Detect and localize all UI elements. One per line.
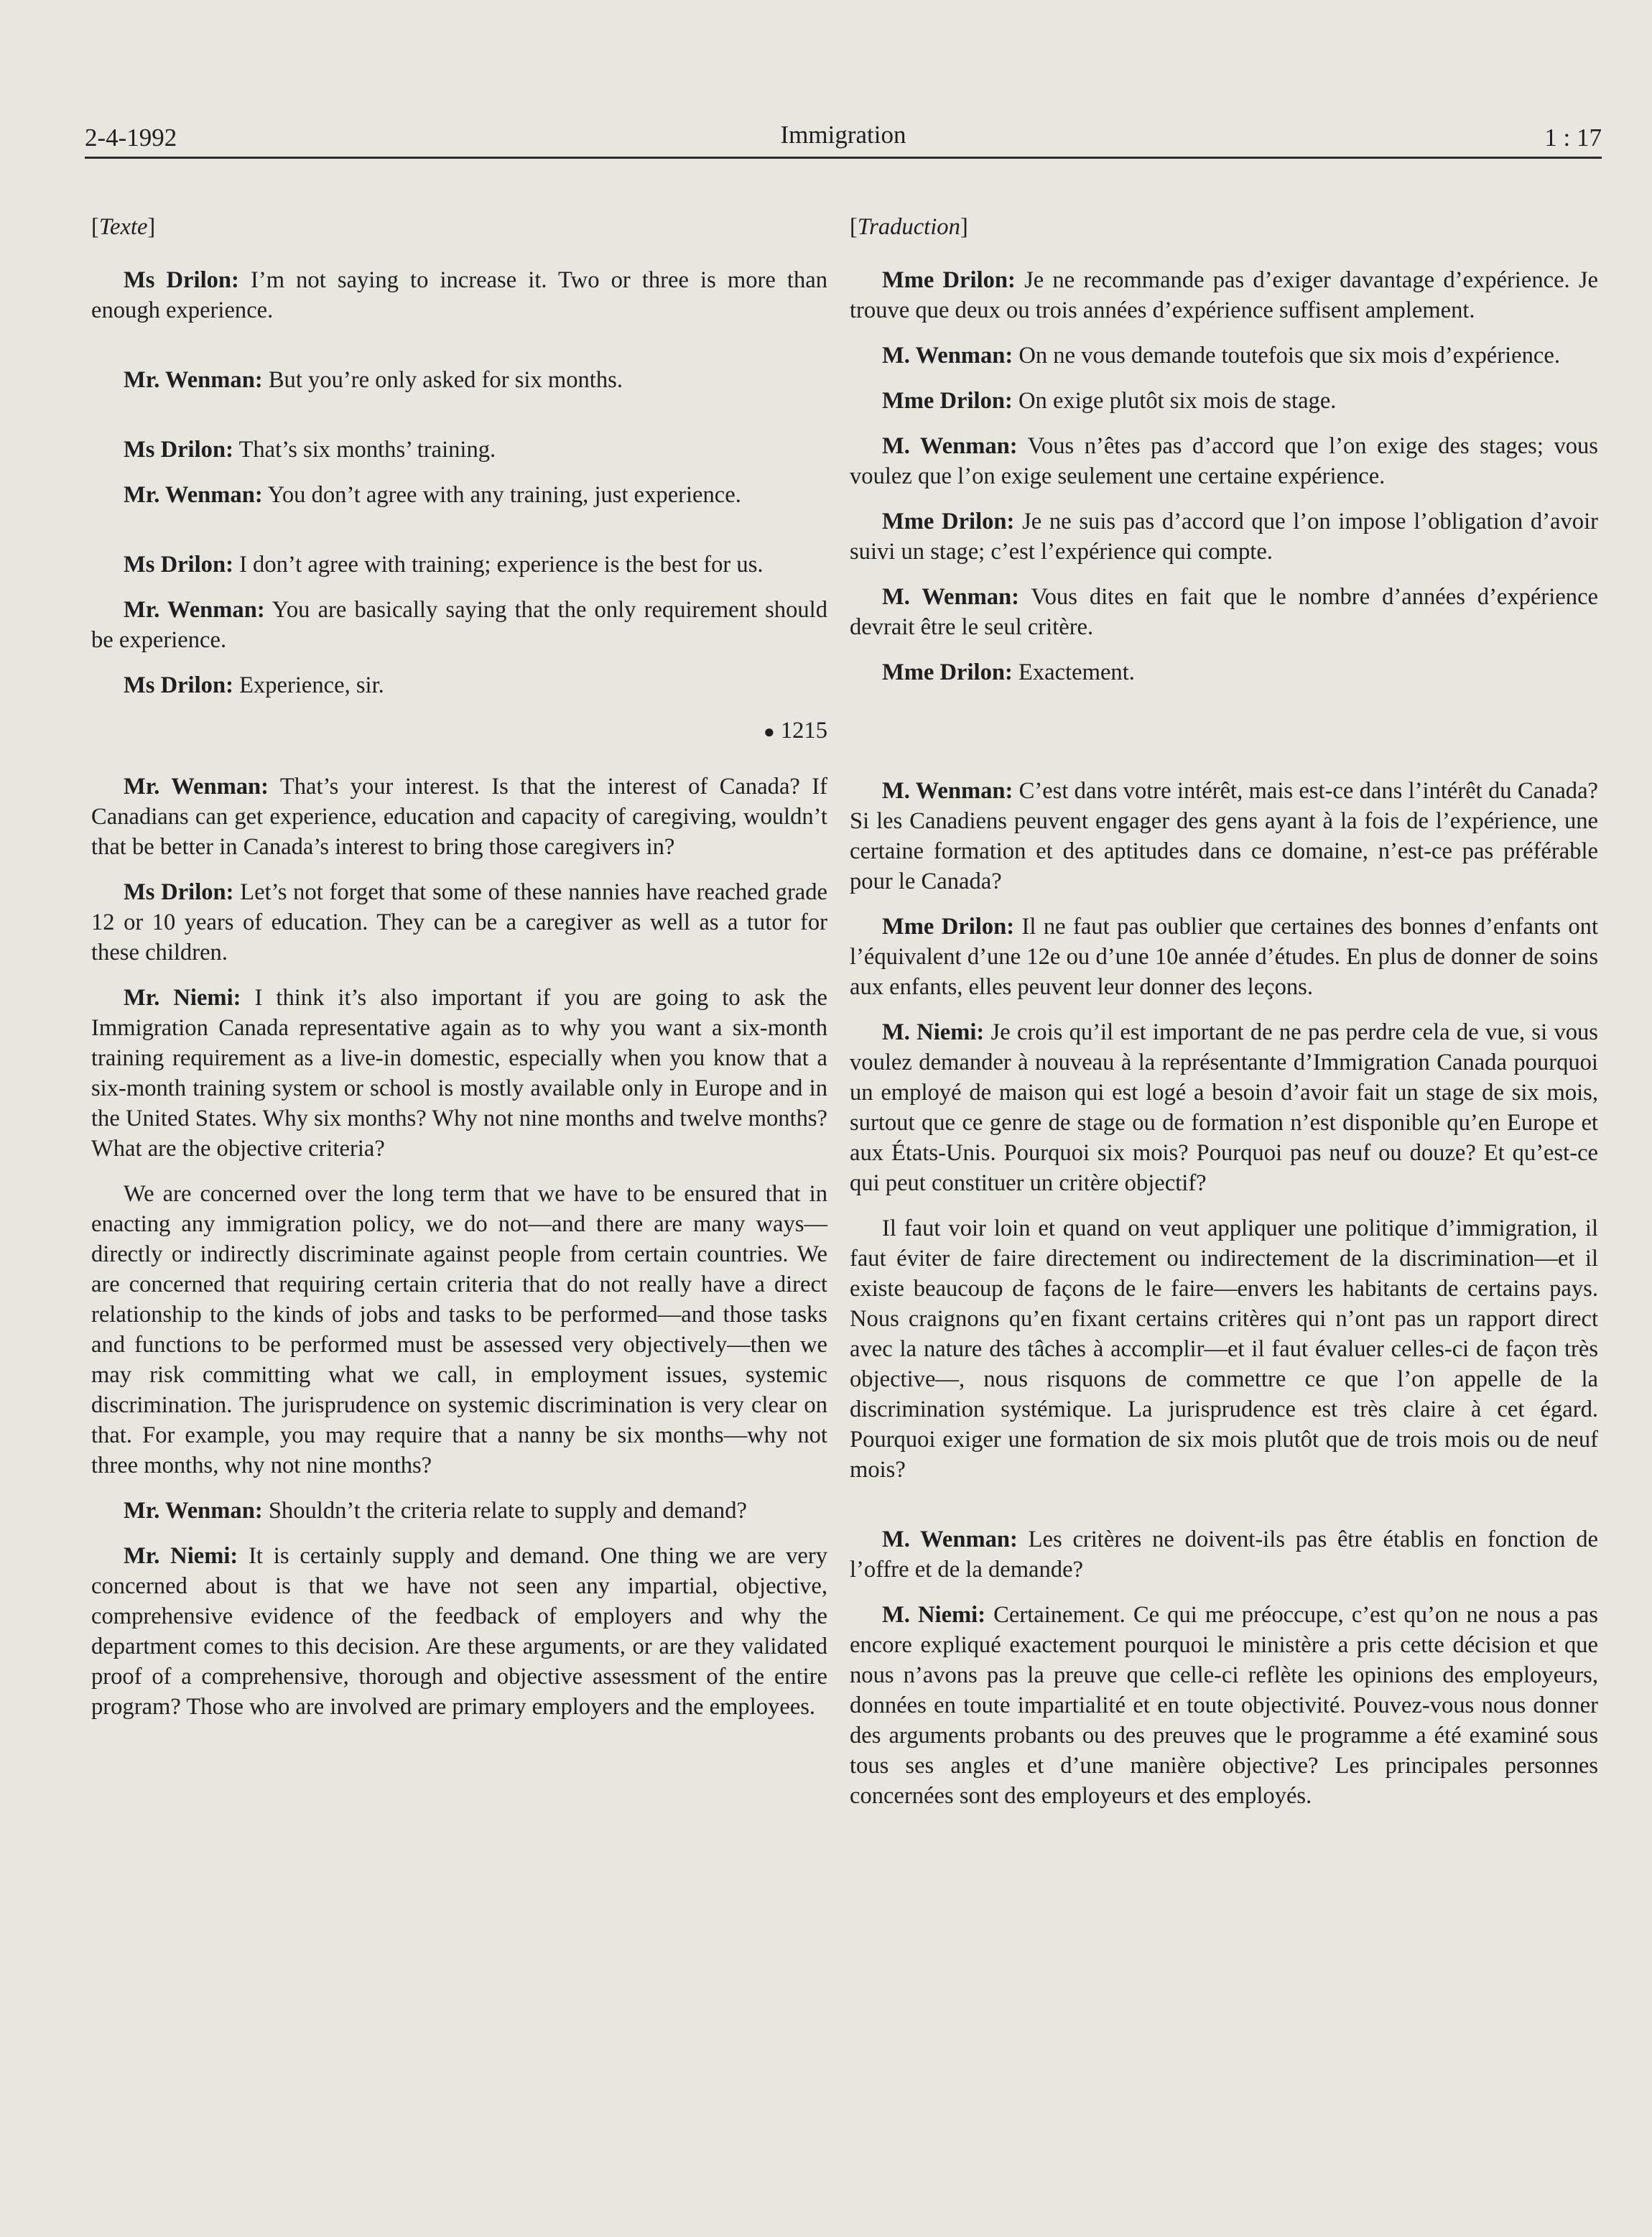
speaker-name: Mme Drilon: bbox=[882, 659, 1013, 685]
header-date: 2-4-1992 bbox=[85, 124, 177, 152]
speaker-name: Mr. Wenman: bbox=[124, 482, 263, 508]
paragraph: Mr. Wenman: You are basically saying that the only requirement should be experience. bbox=[91, 597, 828, 653]
speaker-name: Mr. Wenman: bbox=[124, 774, 269, 800]
paragraph: Mme Drilon: Il ne faut pas oublier que certaines des bonnes d’enfants ont l’équivalent d’une 12e ou d’une 10e année d’études. En plus de donner de soins aux enfants, elles peuvent leur donner des leçons. bbox=[850, 914, 1598, 1000]
header-title: Immigration bbox=[780, 121, 906, 149]
bullet-icon: ● bbox=[763, 721, 775, 742]
paragraph: Mme Drilon: Exactement. bbox=[882, 659, 1135, 685]
paragraph: Ms Drilon: I’m not saying to increase it. Two or three is more than enough experience. bbox=[91, 267, 828, 323]
speaker-name: Ms Drilon: bbox=[124, 672, 233, 698]
speaker-name: M. Niemi: bbox=[882, 1602, 986, 1628]
speaker-name: M. Wenman: bbox=[882, 778, 1013, 804]
paragraph: Ms Drilon: Experience, sir. bbox=[124, 672, 384, 698]
paragraph: Mme Drilon: On exige plutôt six mois de stage. bbox=[882, 388, 1337, 414]
speaker-name: Mr. Wenman: bbox=[124, 597, 265, 623]
paragraph: Mme Drilon: Je ne recommande pas d’exiger davantage d’expérience. Je trouve que deux ou trois années d’expérience suffisent amplement. bbox=[850, 267, 1598, 323]
paragraph: M. Niemi: Je crois qu’il est important de ne pas perdre cela de vue, si vous voulez demander à nouveau à la représentante d’Immigration Canada pourquoi un employé de maison qui est logé a besoin d’avoir fait un stage de six mois, surtout que ce genre de stage ou de formation n’est disponible qu’en Europe et aux États-Unis. Pourquoi six mois? Pourquoi pas neuf ou douze? Et qu’est-ce qui peut constituer un critère objectif? bbox=[850, 1019, 1598, 1196]
paragraph: Ms Drilon: I don’t agree with training; experience is the best for us. bbox=[124, 552, 764, 578]
paragraph: M. Wenman: Vous dites en fait que le nombre d’années d’expérience devrait être le seul critère. bbox=[850, 584, 1598, 640]
paragraph: Mme Drilon: Je ne suis pas d’accord que l’on impose l’obligation d’avoir suivi un stage; c’est l’expérience qui compte. bbox=[850, 509, 1598, 565]
paragraph: M. Wenman: On ne vous demande toutefois que six mois d’expérience. bbox=[882, 343, 1560, 369]
speaker-name: Ms Drilon: bbox=[124, 552, 233, 578]
speaker-name: M. Wenman: bbox=[882, 343, 1013, 369]
column-tag-traduction: [Traduction] bbox=[850, 214, 968, 240]
paragraph: Ms Drilon: Let’s not forget that some of these nannies have reached grade 12 or 10 years of education. They can be a caregiver as well as a tutor for these children. bbox=[91, 879, 827, 965]
paragraph: Mr. Wenman: But you’re only asked for six months. bbox=[124, 367, 623, 393]
speaker-name: Mr. Niemi: bbox=[124, 1543, 238, 1569]
paragraph: Mr. Wenman: Shouldn’t the criteria relate to supply and demand? bbox=[124, 1498, 747, 1524]
speaker-name: Ms Drilon: bbox=[124, 267, 239, 293]
column-tag-texte: [Texte] bbox=[91, 214, 156, 240]
speaker-name: Ms Drilon: bbox=[124, 879, 234, 905]
paragraph: M. Wenman: C’est dans votre intérêt, mais est-ce dans l’intérêt du Canada? Si les Canadiens peuvent engager des gens ayant à la fois de l’expérience, une certaine formation et des aptitudes dans ce domaine, n’est-ce pas préférable pour le Canada? bbox=[850, 778, 1598, 894]
speaker-name: Ms Drilon: bbox=[124, 437, 233, 463]
time-marker: ● 1215 bbox=[763, 718, 827, 744]
paragraph: Mr. Niemi: It is certainly supply and demand. One thing we are very concerned about is that we have not seen any impartial, objective, comprehensive evidence of the feedback of employers and why the department comes to this decision. Are these arguments, or are they validated proof of a comprehensive, thorough and objective assessment of the entire program? Those who are involved are primary employers and the employees. bbox=[91, 1543, 827, 1720]
speaker-name: Mme Drilon: bbox=[882, 267, 1016, 293]
speaker-name: Mr. Niemi: bbox=[124, 985, 241, 1011]
header-page-number: 1 : 17 bbox=[1544, 124, 1602, 152]
speaker-name: M. Niemi: bbox=[882, 1019, 985, 1045]
speaker-name: Mme Drilon: bbox=[882, 509, 1015, 534]
speaker-name: Mr. Wenman: bbox=[124, 1498, 263, 1524]
speaker-name: M. Wenman: bbox=[882, 433, 1018, 459]
speaker-name: Mme Drilon: bbox=[882, 388, 1013, 414]
running-head bbox=[85, 121, 1602, 159]
speaker-name: M. Wenman: bbox=[882, 1527, 1018, 1552]
paragraph: Mr. Niemi: I think it’s also important if you are going to ask the Immigration Canada representative again as to why you want a six-month training requirement as a live-in domestic, especially when you know that a six-month training system or school is mostly available only in Europe and in the United States. Why six months? Why not nine months and twelve months? What are the objective criteria? bbox=[91, 985, 827, 1162]
right-column-french bbox=[850, 212, 1598, 1826]
paragraph: Il faut voir loin et quand on veut appliquer une politique d’immigration, il faut éviter de faire directement ou indirectement de la discrimination—et il existe beaucoup de façons de le faire—envers les habitants de certains pays. Nous craignons qu’en fixant certains critères qui n’ont pas un rapport direct avec la nature des tâches à accomplir—et il faut évaluer celles-ci de façon très objective—, nous risquons de commettre ce que l’on appelle de la discrimination systémique. La jurisprudence est très claire à cet égard. Pourquoi exiger une formation de six mois plutôt que de trois mois ou de neuf mois? bbox=[850, 1215, 1598, 1483]
paragraph: M. Wenman: Vous n’êtes pas d’accord que l’on exige des stages; vous voulez que l’on exige seulement une certaine expérience. bbox=[850, 433, 1598, 489]
paragraph: We are concerned over the long term that we have to be ensured that in enacting any immigration policy, we do not—and there are many ways—directly or indirectly discriminate against people from certain countries. We are concerned that requiring certain criteria that do not really have a direct relationship to the kinds of jobs and tasks to be performed—and those tasks and functions to be performed must be assessed very objectively—then we may risk committing what we call, in employment issues, systemic discrimination. The jurisprudence on systemic discrimination is very clear on that. For example, you may require that a nanny be six months—why not three months, why not nine months? bbox=[91, 1181, 827, 1478]
paragraph: M. Niemi: Certainement. Ce qui me préoccupe, c’est qu’on ne nous a pas encore expliqué exactement pourquoi le ministère a pris cette décision et que nous n’avons pas la preuve que celle-ci reflète les opinions des employeurs, données en toute impartialité et en toute objectivité. Pouvez-vous nous donner des arguments probants ou des preuves que le programme a été examiné sous tous ses angles et d’une manière objective? Les principales personnes concernées sont des employeurs et des employés. bbox=[850, 1602, 1598, 1809]
paragraph: Ms Drilon: That’s six months’ training. bbox=[124, 437, 496, 463]
speaker-name: M. Wenman: bbox=[882, 584, 1019, 610]
paragraph: M. Wenman: Les critères ne doivent-ils pas être établis en fonction de l’offre et de la demande? bbox=[850, 1527, 1598, 1583]
speaker-name: Mr. Wenman: bbox=[124, 367, 263, 393]
paragraph: Mr. Wenman: You don’t agree with any training, just experience. bbox=[124, 482, 741, 508]
paragraph: Mr. Wenman: That’s your interest. Is that the interest of Canada? If Canadians can get experience, education and capacity of caregiving, wouldn’t that be better in Canada’s interest to bring those caregivers in? bbox=[91, 774, 827, 860]
speaker-name: Mme Drilon: bbox=[882, 914, 1015, 940]
left-column-english bbox=[91, 212, 827, 1737]
